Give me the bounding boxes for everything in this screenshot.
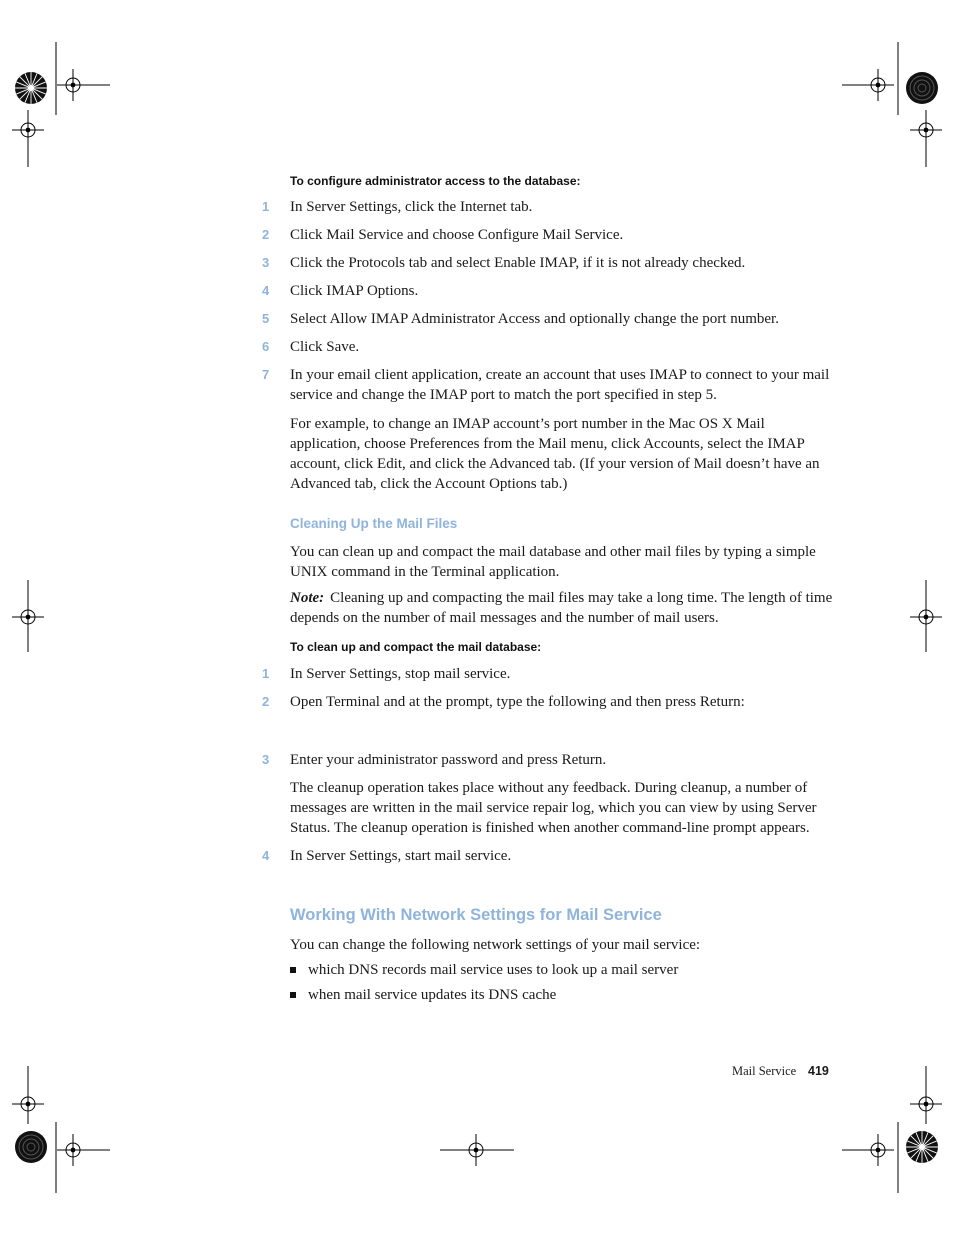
bullet-square-icon [290, 992, 296, 998]
step-number: 1 [262, 199, 270, 214]
section-heading: Working With Network Settings for Mail Service [290, 906, 662, 924]
step-number: 7 [262, 367, 270, 382]
step-text: Click Save. [290, 339, 360, 355]
step-number: 4 [262, 848, 270, 863]
step-number: 2 [262, 694, 270, 709]
bullet-square-icon [290, 967, 296, 973]
step-text: In Server Settings, stop mail service. [290, 666, 511, 682]
procedure-heading: To configure administrator access to the database: [290, 174, 581, 188]
step-number: 1 [262, 666, 270, 681]
bullet-text: which DNS records mail service uses to look up a mail server [308, 962, 679, 978]
step-text: In Server Settings, start mail service. [290, 848, 512, 864]
followup-paragraph: The cleanup operation takes place without any feedback. During cleanup, a number of messages are written in the mail service repair log, which you can view by using Server Status. The cleanup operation is finished when another command-line prompt appears. [290, 780, 817, 836]
note-text: Cleaning up and compacting the mail files may take a long time. The length of time depends on the number of mail messages and the number of mail users. [290, 590, 833, 626]
bullet-text: when mail service updates its DNS cache [308, 987, 557, 1003]
step-text: Open Terminal and at the prompt, type the following and then press Return: [290, 694, 745, 710]
step-text: Click IMAP Options. [290, 283, 419, 299]
section-heading: Cleaning Up the Mail Files [290, 516, 458, 531]
step-text: Click the Protocols tab and select Enable IMAP, if it is not already checked. [290, 255, 746, 271]
step-number: 3 [262, 255, 270, 270]
intro-paragraph: You can clean up and compact the mail database and other mail files by typing a simple UNIX command in the Terminal application. [290, 544, 816, 580]
step-text: Enter your administrator password and press Return. [290, 752, 607, 768]
intro-paragraph: You can change the following network settings of your mail service: [290, 937, 701, 953]
step-number: 2 [262, 227, 270, 242]
example-paragraph: For example, to change an IMAP account’s port number in the Mac OS X Mail application, choose Preferences from the Mail menu, click Accounts, select the IMAP account, click Edit, and click the Advanced tab. (If your version of Mail doesn’t have an Advanced tab, click the Account Options tab.) [290, 416, 820, 492]
note-label: Note: [290, 590, 325, 606]
footer-chapter-title: Mail Service [732, 1064, 797, 1078]
step-text: Click Mail Service and choose Configure Mail Service. [290, 227, 624, 243]
footer-page-number: 419 [808, 1064, 829, 1078]
step-text: In your email client application, create an account that uses IMAP to connect to your mail service and change the IMAP port to match the port specified in step 5. [290, 367, 830, 403]
step-number: 6 [262, 339, 270, 354]
step-number: 5 [262, 311, 270, 326]
note-paragraph [290, 588, 835, 628]
step-text: In Server Settings, click the Internet tab. [290, 199, 533, 215]
step-number: 3 [262, 752, 270, 767]
procedure-heading: To clean up and compact the mail database: [290, 640, 542, 654]
step-text: Select Allow IMAP Administrator Access and optionally change the port number. [290, 311, 779, 327]
step-number: 4 [262, 283, 270, 298]
